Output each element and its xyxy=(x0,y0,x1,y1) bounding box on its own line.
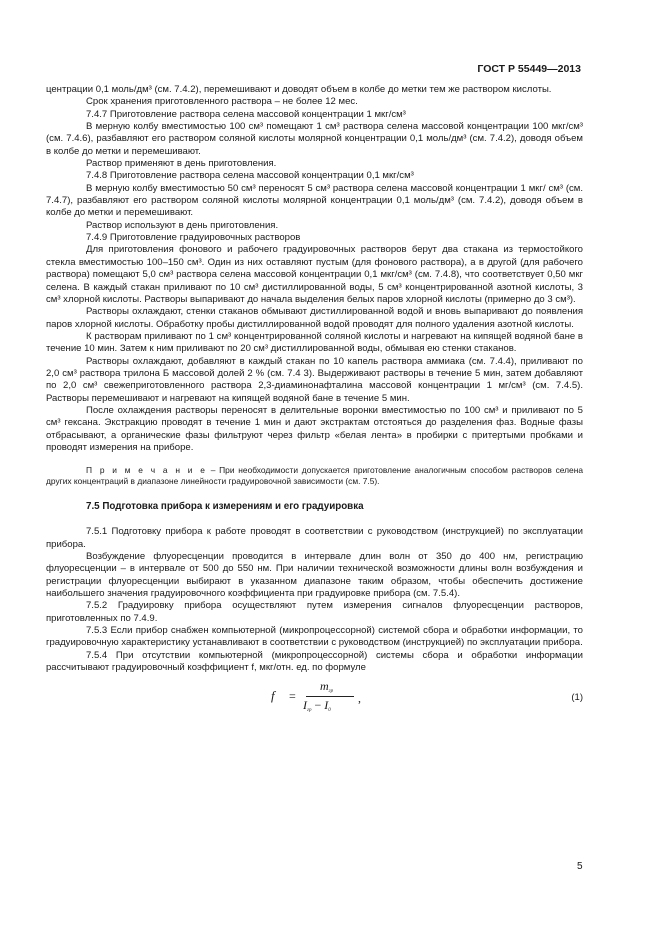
paragraph: Возбуждение флуоресценции проводится в интервале длин волн от 350 до 400 нм, регистрацию флуоресценции – в интервале от 500 до 550 нм. При наличии технической возможности длины волн возбуждения и регистрации флуоресценции выбирают в указанном диапазоне таким образом, чтобы обеспечить достижение наибольшего значения градуировочного коэффициента при градуировке прибора (см. 7.5.4). xyxy=(46,551,583,600)
paragraph: центрации 0,1 моль/дм³ (см. 7.4.2), перемешивают и доводят объем в колбе до метки тем же раствором кислоты. xyxy=(46,84,552,95)
note-label: П р и м е ч а н и е xyxy=(86,465,207,476)
fraction-bar xyxy=(306,696,354,697)
paragraph: К растворам приливают по 1 см³ концентрированной соляной кислоты и нагревают на кипящей водяной бане в течение 10 мин. Затем к ним приливают по 20 см³ дистиллированной воды, обмывая ею стенки стаканов. xyxy=(46,330,583,355)
section-7-4-8-title: 7.4.8 Приготовление раствора селена массовой концентрации 0,1 мкг/см³ xyxy=(86,170,414,182)
paragraph: Растворы охлаждают, стенки стаканов обмывают дистиллированной водой и вновь выпаривают до появления паров хлорной кислоты. Обработку пробы дистиллированной водой проводят для полного удаления азотной кислоты. xyxy=(46,306,583,330)
formula-comma: , xyxy=(358,691,361,706)
equation-number: (1) xyxy=(571,692,583,704)
paragraph: 7.5.1 Подготовку прибора к работе проводят в соответствии с руководством (инструкцией) по эксплуатации прибора. xyxy=(46,526,583,550)
paragraph: В мерную колбу вместимостью 50 см³ переносят 5 см³ раствора селена массовой концентрации 1 мкг/ см³ (см. 7.4.7), разбавляют его раствором соляной кислоты молярной концентрации 0,1 моль/дм³ (см. 7.4.2), доводя объем в колбе до метки и перемешивают. xyxy=(46,182,583,219)
formula-equals: = xyxy=(289,689,296,704)
section-7-4-9-title: 7.4.9 Приготовление градуировочных растворов xyxy=(86,232,301,244)
note xyxy=(46,465,583,487)
note-text: – При необходимости допускается приготовление аналогичным способом растворов селена других концентраций в диапазоне линейности градуировочной зависимости (см. 7.5). xyxy=(46,465,583,487)
formula-denominator: $I_{гр} - I_0$ xyxy=(303,698,331,714)
formula-1 xyxy=(46,680,583,720)
page-body xyxy=(46,84,583,720)
paragraph: 7.5.3 Если прибор снабжен компьютерной (микропроцессорной) системой сбора и обработки информации, то градуировочную характеристику устанавливают в соответствии с руководством (инструкцией) по эксплуатации прибора. xyxy=(46,625,583,649)
page-number: 5 xyxy=(577,861,583,872)
section-7-4-7-title: 7.4.7 Приготовление раствора селена массовой концентрации 1 мкг/см³ xyxy=(86,108,406,120)
paragraph: После охлаждения растворы переносят в делительные воронки вместимостью по 100 см³ и приливают по 5 см³ гексана. Экстракцию проводят в течение 1 мин и дают экстрактам отстояться до разделения фаз. Водные фазы отбрасывают, а органические фазы фильтруют через фильтр «белая лента» в пробирки с притертыми пробками и проводят измерения на приборе. xyxy=(46,404,583,453)
paragraph: Срок хранения приготовленного раствора – не более 12 мес. xyxy=(86,96,358,108)
paragraph: 7.5.2 Градуировку прибора осуществляют путем измерения сигналов флуоресценции растворов, приготовленных по 7.4.9. xyxy=(46,600,583,624)
paragraph: Раствор применяют в день приготовления. xyxy=(86,158,277,170)
document-code: ГОСТ Р 55449—2013 xyxy=(477,63,581,75)
paragraph: В мерную колбу вместимостью 100 см³ помещают 1 см³ раствора селена массовой концентрации 100 мкг/см³ (см. 7.4.6), разбавляют его раствором соляной кислоты молярной концентрации 0,1 моль/дм³ (см. 7.4.2), доводя объем в колбе до метки и перемешивают. xyxy=(46,121,583,157)
formula-numerator: $m_{гр}$ xyxy=(320,679,334,695)
paragraph: Для приготовления фонового и рабочего градуировочных растворов берут два стакана из термостойкого стекла вместимостью 100–150 см³. Один из них оставляют пустым (для фонового раствора), а в другой (для рабочего раствора) помещают 5,0 см³ раствора селена массовой концентрации 0,1 мкг/см³ (см. 7.4.8), что соответствует 0,50 мкг селена. В каждый стакан приливают по 10 см³ дистиллированной воды, 5 см³ концентрированной азотной кислоты, 3 см³ хлорной кислоты. Растворы выпаривают до начала выделения белых паров хлорной кислоты (примерно до 3 см³). xyxy=(46,244,583,305)
paragraph: Растворы охлаждают, добавляют в каждый стакан по 10 капель раствора аммиака (см. 7.4.4), приливают по 2,0 см³ раствора трилона Б массовой долей 2 % (см. 7.4 3). Выдерживают растворы в течение 5 мин, затем добавляют по 2,0 см³ свежеприготовленного раствора 2,3-диаминонафталина массовой концентрации 1 мг/см³ (см. 7.4.5). Растворы перемешивают и нагревают на кипящей водяной бане в течение 5 мин. xyxy=(46,355,583,404)
paragraph: 7.5.4 При отсутствии компьютерной (микропроцессорной) системы сбора и обработки информации рассчитывают градуировочный коэффициент f, мкг/отн. ед. по формуле xyxy=(46,649,583,674)
formula-lhs: f xyxy=(271,688,275,704)
section-heading: 7.5 Подготовка прибора к измерениям и его градуировка xyxy=(86,501,364,513)
paragraph: Раствор используют в день приготовления. xyxy=(86,219,279,231)
